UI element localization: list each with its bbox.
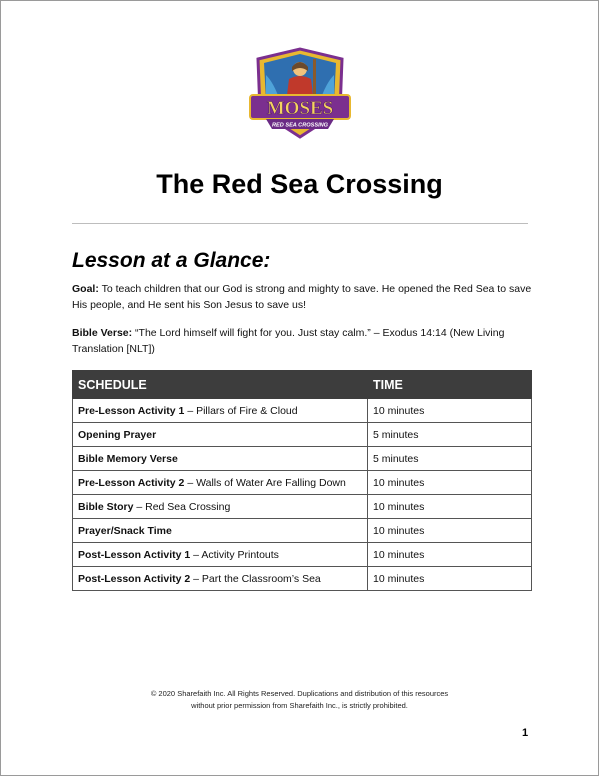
title-divider bbox=[72, 223, 528, 224]
time-cell: 10 minutes bbox=[368, 471, 532, 495]
time-cell: 10 minutes bbox=[368, 567, 532, 591]
activity-name: Opening Prayer bbox=[78, 428, 157, 441]
activity-name: Post-Lesson Activity 1 bbox=[78, 548, 191, 561]
time-cell: 10 minutes bbox=[368, 543, 532, 567]
time-cell: 10 minutes bbox=[368, 399, 532, 423]
bible-verse-text: “The Lord himself will fight for you. Just stay calm.” – Exodus 14:14 (New Living Translation [NLT]) bbox=[72, 327, 505, 355]
goal-text: To teach children that our God is strong and mighty to save. He opened the Red Sea to save His people, and He sent his Son Jesus to save us! bbox=[72, 283, 532, 311]
footer-line-2: without prior permission from Sharefaith Inc., is strictly prohibited. bbox=[191, 701, 408, 710]
time-cell: 10 minutes bbox=[368, 519, 532, 543]
bible-verse-label: Bible Verse: bbox=[72, 327, 133, 339]
moses-logo bbox=[244, 45, 356, 141]
time-cell: 5 minutes bbox=[368, 447, 532, 471]
schedule-table bbox=[72, 370, 532, 591]
page-number: 1 bbox=[522, 727, 529, 739]
table-row bbox=[73, 399, 532, 423]
time-cell: 10 minutes bbox=[368, 495, 532, 519]
activity-detail: – Walls of Water Are Falling Down bbox=[184, 476, 346, 489]
bible-verse-paragraph bbox=[72, 325, 532, 357]
activity-detail: – Red Sea Crossing bbox=[133, 500, 231, 513]
logo-subtitle-text: RED SEA CROSSING bbox=[271, 122, 329, 129]
table-row bbox=[73, 423, 532, 447]
activity-detail: – Part the Classroom’s Sea bbox=[190, 572, 321, 585]
activity-cell bbox=[73, 399, 368, 423]
table-row bbox=[73, 447, 532, 471]
activity-name: Prayer/Snack Time bbox=[78, 524, 172, 537]
activity-detail: – Activity Printouts bbox=[190, 548, 279, 561]
moses-logo-graphic bbox=[244, 45, 356, 141]
table-row bbox=[73, 471, 532, 495]
activity-cell bbox=[73, 447, 368, 471]
activity-cell bbox=[73, 567, 368, 591]
activity-name: Pre-Lesson Activity 1 bbox=[78, 404, 185, 417]
table-row bbox=[73, 495, 532, 519]
table-row bbox=[73, 567, 532, 591]
table-row bbox=[73, 543, 532, 567]
section-heading: Lesson at a Glance: bbox=[72, 249, 271, 272]
activity-cell bbox=[73, 519, 368, 543]
schedule-header-row bbox=[73, 371, 532, 399]
activity-name: Pre-Lesson Activity 2 bbox=[78, 476, 185, 489]
activity-detail: – Pillars of Fire & Cloud bbox=[184, 404, 298, 417]
activity-cell bbox=[73, 423, 368, 447]
table-row bbox=[73, 519, 532, 543]
goal-label: Goal: bbox=[72, 283, 99, 295]
activity-cell bbox=[73, 543, 368, 567]
copyright-footer bbox=[1, 688, 598, 712]
document-title: The Red Sea Crossing bbox=[156, 169, 443, 199]
schedule-header: SCHEDULE bbox=[73, 371, 368, 399]
activity-cell bbox=[73, 471, 368, 495]
goal-paragraph bbox=[72, 281, 532, 313]
activity-name: Bible Story bbox=[78, 500, 134, 513]
activity-name: Post-Lesson Activity 2 bbox=[78, 572, 191, 585]
activity-cell bbox=[73, 495, 368, 519]
time-cell: 5 minutes bbox=[368, 423, 532, 447]
activity-name: Bible Memory Verse bbox=[78, 452, 178, 465]
footer-line-1: © 2020 Sharefaith Inc. All Rights Reserved. Duplications and distribution of this resources bbox=[150, 689, 449, 698]
time-header: TIME bbox=[368, 371, 532, 399]
logo-title-text: MOSES bbox=[266, 98, 334, 119]
